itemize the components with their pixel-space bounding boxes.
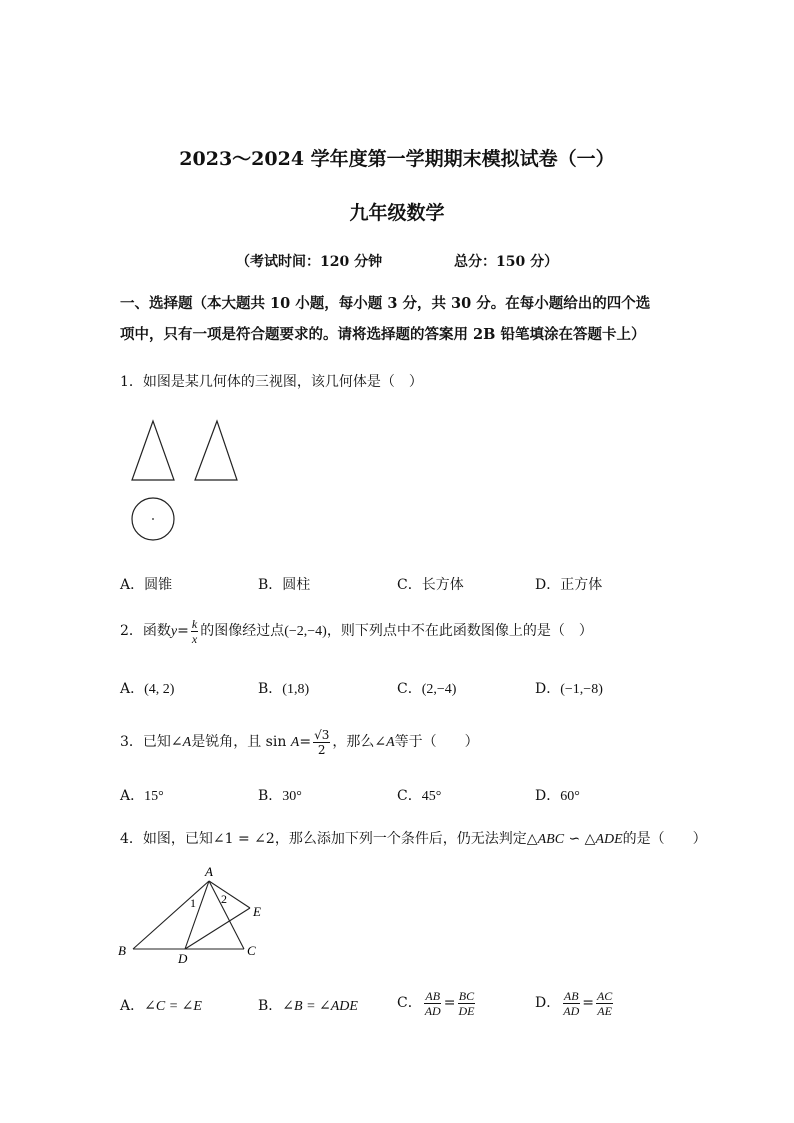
option-label: A． (120, 788, 145, 804)
question-3-equals: = (299, 734, 312, 750)
question-3-suffix: 等于（ ） (394, 734, 479, 750)
option-label: C． (397, 995, 422, 1011)
option-value: 15° (144, 789, 164, 804)
triangle-abc: ABC (537, 832, 565, 847)
option-label: B． (258, 998, 283, 1014)
denominator: DE (458, 1003, 475, 1018)
option-value: (4, 2) (144, 682, 175, 697)
option-value: 45° (421, 789, 442, 804)
side-view-triangle (195, 421, 237, 480)
question-3-option-b[interactable] (258, 785, 302, 805)
question-2-stem (120, 613, 593, 650)
question-2-prefix: 2．函数 (120, 623, 171, 639)
front-view-triangle (132, 421, 174, 480)
fraction-ac-ae (596, 989, 613, 1018)
question-3-mid2: ，那么∠ (332, 734, 387, 750)
question-2-option-d[interactable] (535, 678, 603, 698)
angle-var: A (290, 735, 300, 750)
question-2-option-b[interactable] (258, 678, 309, 698)
question-2-fraction-denominator: x (191, 631, 198, 646)
option-label: D． (535, 995, 561, 1011)
angle-label-2: 2 (221, 892, 227, 906)
vertex-label-e: E (253, 904, 261, 919)
triangle-ade: ADE (595, 832, 623, 847)
numerator: AC (596, 988, 613, 1003)
denominator: AD (563, 1003, 580, 1018)
section-heading-line-1: 一、选择题（本大题共 10 小题，每小题 3 分，共 30 分。在每小题给出的四个选 (120, 295, 651, 312)
option-value: ∠B = ∠ADE (282, 999, 358, 1014)
denominator: AE (597, 1003, 612, 1018)
numerator: AB (425, 988, 441, 1003)
option-label: D． (535, 788, 561, 804)
equals-sign: = (443, 995, 456, 1011)
question-2-y: y (170, 624, 178, 639)
vertex-label-b: B (118, 943, 126, 958)
equals-sign: = (582, 995, 594, 1011)
similar-triangles-figure (114, 862, 274, 967)
question-4-option-d[interactable] (535, 985, 615, 1021)
subject-title: 九年级数学 (349, 202, 445, 224)
option-label: B． (258, 681, 283, 697)
question-1-stem: 1．如图是某几何体的三视图，该几何体是（ ） (120, 374, 423, 390)
question-4-stem-a: 4．如图，已知∠1 = ∠2，那么添加下列一个条件后，仍无法判定△ (120, 831, 538, 847)
option-label: C． (397, 788, 422, 804)
option-label: C． (397, 681, 422, 697)
option-value: (2,−4) (421, 682, 457, 697)
option-label: A． (120, 998, 145, 1014)
vertex-label-c: C (247, 943, 256, 958)
question-2-suffix: ，则下列点中不在此函数图像上的是（ ） (326, 623, 593, 639)
question-3-prefix: 3．已知∠ (120, 734, 183, 750)
segment-ab (133, 881, 209, 949)
question-2-point: (−2,−4) (284, 624, 327, 639)
question-4-option-a[interactable] (120, 995, 202, 1015)
question-1-option-a[interactable]: A．圆锥 (120, 577, 173, 593)
option-value: ∠C = ∠E (144, 999, 202, 1014)
question-4-option-c[interactable] (397, 985, 477, 1021)
question-3-fraction (313, 728, 330, 757)
section-heading-line-2: 项中，只有一项是符合题要求的。请将选择题的答案用 2B 铅笔填涂在答题卡上） (120, 326, 646, 343)
question-1-option-c[interactable]: C．长方体 (397, 577, 464, 593)
similar-symbol: ∽ △ (564, 831, 596, 847)
numerator: AB (563, 988, 579, 1003)
question-2-equals: = (177, 623, 189, 639)
segment-ae (209, 881, 250, 908)
question-2-option-a[interactable] (120, 678, 174, 698)
question-2-fraction-numerator: k (191, 616, 198, 631)
option-value: 60° (560, 789, 580, 804)
question-3-option-a[interactable] (120, 785, 164, 805)
question-2-option-c[interactable] (397, 678, 456, 698)
vertex-label-d: D (178, 951, 188, 966)
question-3-option-d[interactable] (535, 785, 580, 805)
exam-time: （考试时间：120 分钟 (236, 254, 383, 270)
exam-title: 2023～2024 学年度第一学期期末模拟试卷（一） (179, 148, 615, 170)
question-3-stem (120, 723, 479, 762)
question-4-stem-b: 的是（ ） (622, 831, 707, 847)
question-3-fraction-denominator: 2 (317, 742, 326, 757)
question-3-fraction-numerator: √3 (314, 727, 330, 742)
fraction-ab-ad (562, 989, 580, 1018)
option-value: (−1,−8) (560, 682, 603, 697)
question-1-option-b[interactable]: B．圆柱 (258, 577, 311, 593)
vertex-label-a: A (205, 864, 213, 879)
option-label: D． (535, 681, 561, 697)
angle-var: A (182, 735, 192, 750)
question-3-mid1: 是锐角，且 sin (191, 734, 291, 750)
question-1-option-d[interactable]: D．正方体 (535, 577, 603, 593)
question-3-option-c[interactable] (397, 785, 441, 805)
fraction-ab-ad (424, 989, 442, 1018)
denominator: AD (424, 1003, 441, 1018)
total-score: 总分：150 分） (454, 254, 559, 270)
question-2-mid: 的图像经过点 (200, 623, 285, 639)
option-label: B． (258, 788, 283, 804)
angle-label-1: 1 (190, 896, 196, 910)
fraction-bc-de (457, 989, 475, 1018)
option-value: 30° (282, 789, 302, 804)
three-view-figure (125, 415, 245, 545)
option-label: A． (120, 681, 145, 697)
numerator: BC (458, 988, 475, 1003)
question-4-option-b[interactable] (258, 995, 358, 1015)
question-2-fraction (191, 617, 198, 646)
top-view-center-dot (152, 518, 154, 520)
option-value: (1,8) (282, 682, 310, 697)
question-4-stem (120, 828, 707, 848)
angle-var: A (386, 735, 395, 750)
